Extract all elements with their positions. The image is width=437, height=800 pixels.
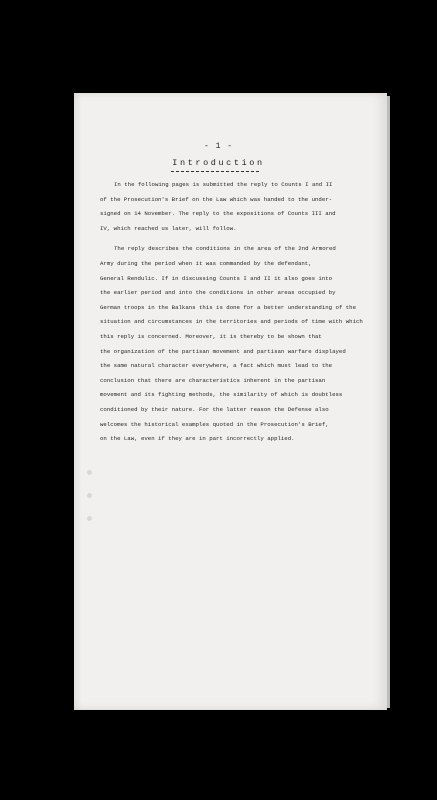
heading-underline	[171, 171, 259, 172]
page-number: - 1 -	[203, 142, 233, 151]
text-line: of the Prosecution's Brief on the Law which was handed to the under-	[100, 195, 333, 203]
text-line: the earlier period and into the conditions in other areas occupied by	[100, 289, 336, 297]
binding-marks	[87, 470, 93, 550]
text-line: this reply is concerned. Moreover, it is thereby to be shown that	[100, 332, 322, 340]
text-line: General Rendulic. If in discussing Counts I and II it also goes into	[100, 274, 333, 282]
text-line: the organization of the partisan movement and partisan warfare displayed	[100, 347, 346, 355]
text-line: situation and circumstances in the territories and periods of time with which	[100, 318, 363, 326]
text-line: In the following pages is submitted the reply to Counts I and II	[114, 181, 333, 188]
text-line: German troops in the Balkans this is done for a better understanding of the	[100, 303, 356, 311]
page-edge	[387, 96, 390, 708]
paragraph-2	[100, 242, 384, 446]
binding-hole	[87, 493, 92, 498]
document-heading: Introduction	[172, 158, 265, 168]
body-text	[100, 178, 384, 447]
binding-hole	[87, 470, 92, 475]
text-line: welcomes the historical examples quoted in the Prosecution's Brief,	[100, 420, 329, 428]
binding-hole	[87, 516, 92, 521]
text-line: signed on 14 November. The reply to the expositions of Counts III and	[100, 210, 336, 218]
text-line: Army during the period when it was commanded by the defendant,	[100, 259, 312, 267]
text-line: on the Law, even if they are in part incorrectly applied.	[100, 435, 295, 443]
paragraph-1	[100, 178, 384, 236]
text-line: conditioned by their nature. For the latter reason the Defense also	[100, 405, 329, 413]
text-line: The reply describes the conditions in the area of the 2nd Armored	[114, 245, 336, 253]
text-line: conclusion that there are characteristics inherent in the partisan	[100, 376, 326, 384]
text-line: movement and its fighting methods, the similarity of which is doubtless	[100, 391, 343, 399]
text-line: the same natural character everywhere, a fact which must lead to the	[100, 362, 333, 370]
text-line: IV, which reached us later, will follow.	[100, 224, 237, 232]
